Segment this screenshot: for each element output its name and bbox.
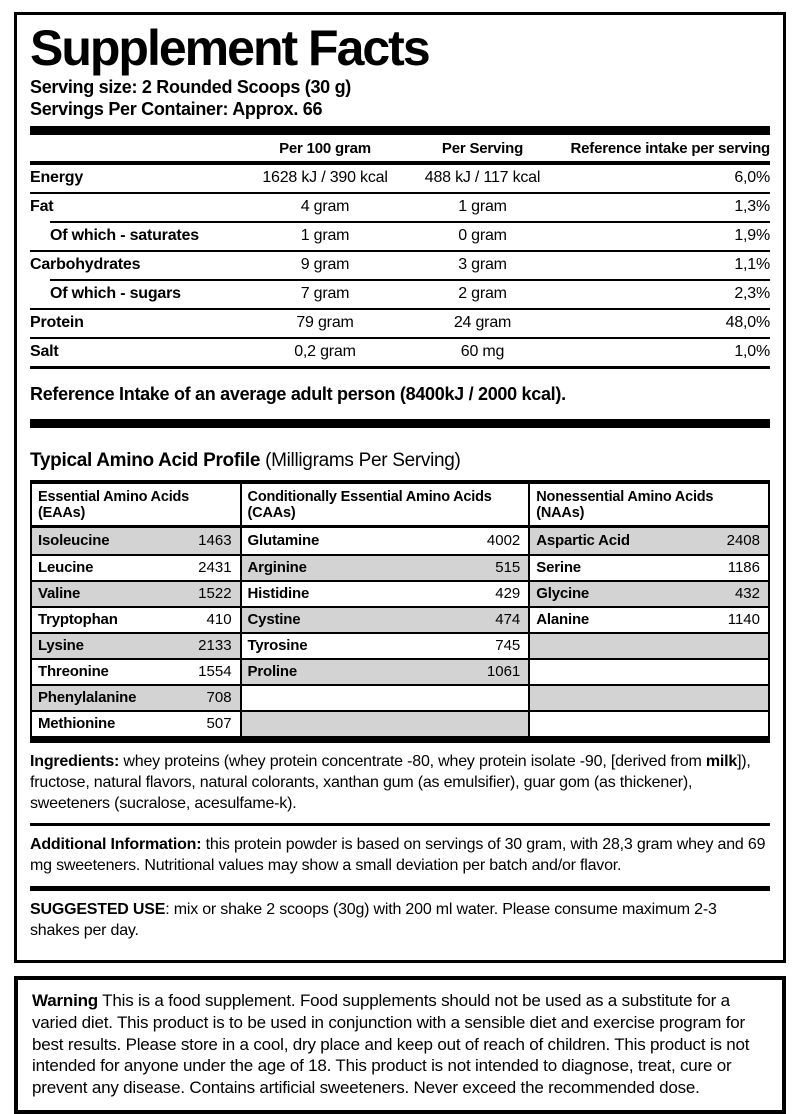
amino-row — [530, 606, 768, 632]
amino-row — [32, 528, 240, 554]
amino-row — [530, 632, 768, 658]
amino-name: Serine — [536, 559, 581, 577]
suggested-use-text: : mix or shake 2 scoops (30g) with 200 ml water. Please consume maximum 2-3 shakes per day. — [30, 900, 717, 939]
supplement-facts-panel — [14, 12, 786, 963]
amino-row — [242, 580, 529, 606]
nutrient-name: Of which - sugars — [50, 285, 181, 303]
amino-name: Tryptophan — [38, 611, 118, 629]
amino-value: 1463 — [198, 532, 232, 550]
nutrient-per-serving: 488 kJ / 117 kcal — [424, 169, 541, 187]
amino-value: 2431 — [198, 559, 232, 577]
amino-name: Leucine — [38, 559, 94, 577]
servings-per-container: Servings Per Container: Approx. 66 — [30, 98, 323, 119]
amino-name: Isoleucine — [38, 532, 110, 550]
divider — [30, 823, 770, 826]
nutrient-reference: 1,0% — [734, 343, 770, 361]
divider — [30, 886, 770, 891]
amino-row — [32, 606, 240, 632]
amino-name: Proline — [247, 663, 297, 681]
amino-name: Lysine — [38, 637, 84, 655]
amino-row — [530, 580, 768, 606]
additional-info-label: Additional Information: — [30, 836, 202, 854]
nutrient-per100: 7 gram — [300, 285, 350, 303]
amino-value: 474 — [495, 611, 521, 629]
amino-row — [530, 710, 768, 736]
suggested-use-label: SUGGESTED USE — [30, 900, 166, 918]
amino-acid-table — [30, 480, 770, 743]
nutrient-per100: 1628 kJ / 390 kcal — [262, 169, 388, 187]
amino-row — [530, 684, 768, 710]
milk-allergen: milk — [705, 752, 738, 770]
nutrient-per100: 79 gram — [296, 314, 354, 332]
nutrition-row-saturates — [30, 223, 770, 250]
nutrient-name: Salt — [30, 343, 59, 361]
amino-name: Glycine — [536, 585, 590, 603]
nutrient-reference: 1,1% — [734, 256, 770, 274]
page-title: Supplement Facts — [30, 20, 429, 76]
nutrition-header-per-serving: Per Serving — [441, 140, 524, 158]
warning-label: Warning — [32, 991, 98, 1011]
amino-name: Glutamine — [247, 532, 320, 550]
amino-name: Tyrosine — [247, 637, 308, 655]
nutrition-row-energy — [30, 165, 770, 192]
warning-box — [14, 976, 786, 1114]
amino-name: Aspartic Acid — [536, 532, 630, 550]
amino-row — [32, 710, 240, 736]
amino-profile-subtitle: (Milligrams Per Serving) — [260, 449, 461, 471]
nutrition-row-fat — [30, 194, 770, 221]
thick-divider-top — [30, 126, 770, 135]
ingredients-paragraph — [30, 752, 770, 814]
nutrient-per-serving: 24 gram — [453, 314, 512, 332]
amino-column-eaa — [32, 484, 240, 736]
amino-profile-title — [30, 450, 770, 472]
ingredients-text-after-milk: ]), fructose, natural flavors, natural colorants, xanthan gum (as emulsifier), guar gom (as thickener), sweeteners (sucralose, acesulfame-k). — [30, 752, 751, 812]
nutrient-name: Energy — [30, 169, 84, 187]
nutrition-header-per100: Per 100 gram — [279, 140, 371, 158]
amino-name: Threonine — [38, 663, 109, 681]
amino-value: 4002 — [486, 532, 521, 550]
divider — [30, 366, 770, 369]
nutrient-reference: 6,0% — [734, 169, 770, 187]
amino-row — [530, 528, 768, 554]
nutrition-row-salt — [30, 339, 770, 366]
nutrient-per-serving: 3 gram — [458, 256, 507, 274]
nutrient-reference: 1,3% — [734, 198, 770, 216]
amino-row — [32, 658, 240, 684]
amino-value: 745 — [495, 637, 521, 655]
nutrient-per100: 0,2 gram — [294, 343, 356, 361]
amino-name: Arginine — [247, 559, 307, 577]
amino-value: 1186 — [727, 559, 760, 577]
amino-name: Methionine — [38, 715, 116, 733]
amino-row — [242, 684, 529, 710]
warning-text: This is a food supplement. Food supplements should not be used as a substitute for a varied diet. This product is to be used in conjunction with a sensible diet and exercise program for best results. Please store in a cool, dry place and keep out of reach of children. This product is not intended for anyone under the age of 18. This product is not intended to diagnose, treat, cure or prevent any disease. Contains artificial sweeteners. Never exceed the recommended dose. — [32, 991, 750, 1097]
nutrition-row-sugars — [30, 281, 770, 308]
amino-profile-title-bold: Typical Amino Acid Profile — [30, 449, 261, 471]
amino-value: 1140 — [727, 611, 760, 629]
nutrient-name: Of which - saturates — [50, 227, 199, 245]
nutrient-per100: 4 gram — [300, 198, 350, 216]
ingredients-label: Ingredients: — [30, 752, 120, 770]
nutrient-name: Protein — [30, 314, 84, 332]
amino-value: 1522 — [198, 585, 232, 603]
amino-row — [32, 580, 240, 606]
amino-value: 708 — [206, 689, 232, 707]
amino-row — [242, 632, 529, 658]
additional-info-text: this protein powder is based on servings of 30 gram, with 28,3 gram whey and 69 mg sweeteners. Nutritional values may show a small deviation per batch and/or flavor. — [30, 836, 766, 875]
nutrient-reference: 1,9% — [734, 227, 770, 245]
amino-value: 507 — [206, 715, 232, 733]
ingredients-text-before-milk: whey proteins (whey protein concentrate -80, whey protein isolate -90, [derived from — [119, 752, 706, 770]
amino-row — [530, 658, 768, 684]
nutrient-name: Fat — [30, 198, 54, 216]
nutrient-name: Carbohydrates — [30, 256, 141, 274]
nutrient-per100: 1 gram — [300, 227, 350, 245]
amino-value: 429 — [495, 585, 521, 603]
amino-value: 410 — [206, 611, 232, 629]
amino-column-header: Nonessential Amino Acids (NAAs) — [530, 484, 768, 528]
amino-column-header: Essential Amino Acids (EAAs) — [32, 484, 240, 528]
amino-value: 1554 — [198, 663, 232, 681]
amino-name: Histidine — [247, 585, 310, 603]
thick-divider-middle — [30, 419, 770, 428]
serving-size: Serving size: 2 Rounded Scoops (30 g) — [30, 77, 351, 97]
amino-name: Cystine — [247, 611, 301, 629]
amino-row — [530, 554, 768, 580]
amino-name: Alanine — [536, 611, 590, 629]
amino-row — [242, 554, 529, 580]
reference-intake-note: Reference Intake of an average adult person (8400kJ / 2000 kcal). — [30, 383, 566, 404]
amino-column-caa — [240, 484, 531, 736]
amino-name: Valine — [38, 585, 81, 603]
nutrition-header-row — [30, 137, 770, 161]
amino-row — [242, 528, 529, 554]
amino-value: 1061 — [486, 663, 521, 681]
nutrient-reference: 48,0% — [725, 314, 770, 332]
amino-column-header: Conditionally Essential Amino Acids (CAAs) — [242, 484, 529, 528]
nutrition-table — [30, 137, 770, 369]
nutrient-per-serving: 1 gram — [458, 198, 507, 216]
nutrition-row-carbohydrates — [30, 252, 770, 279]
amino-row — [32, 632, 240, 658]
amino-value: 2133 — [198, 637, 232, 655]
amino-column-naa — [530, 484, 768, 736]
nutrient-per-serving: 0 gram — [458, 227, 507, 245]
amino-row — [242, 606, 529, 632]
amino-value: 515 — [495, 559, 521, 577]
amino-name: Phenylalanine — [38, 689, 137, 707]
nutrition-header-reference: Reference intake per serving — [570, 140, 770, 158]
nutrient-per-serving: 60 mg — [460, 343, 505, 361]
nutrition-row-protein — [30, 310, 770, 337]
nutrient-reference: 2,3% — [734, 285, 770, 303]
amino-row — [242, 710, 529, 736]
amino-value: 2408 — [726, 532, 760, 550]
amino-value: 432 — [734, 585, 760, 603]
suggested-use-paragraph — [30, 900, 770, 942]
additional-info-paragraph — [30, 835, 770, 877]
warning-paragraph — [32, 990, 768, 1098]
amino-row — [32, 554, 240, 580]
nutrient-per-serving: 2 gram — [458, 285, 507, 303]
amino-row — [242, 658, 529, 684]
nutrient-per100: 9 gram — [300, 256, 350, 274]
amino-row — [32, 684, 240, 710]
